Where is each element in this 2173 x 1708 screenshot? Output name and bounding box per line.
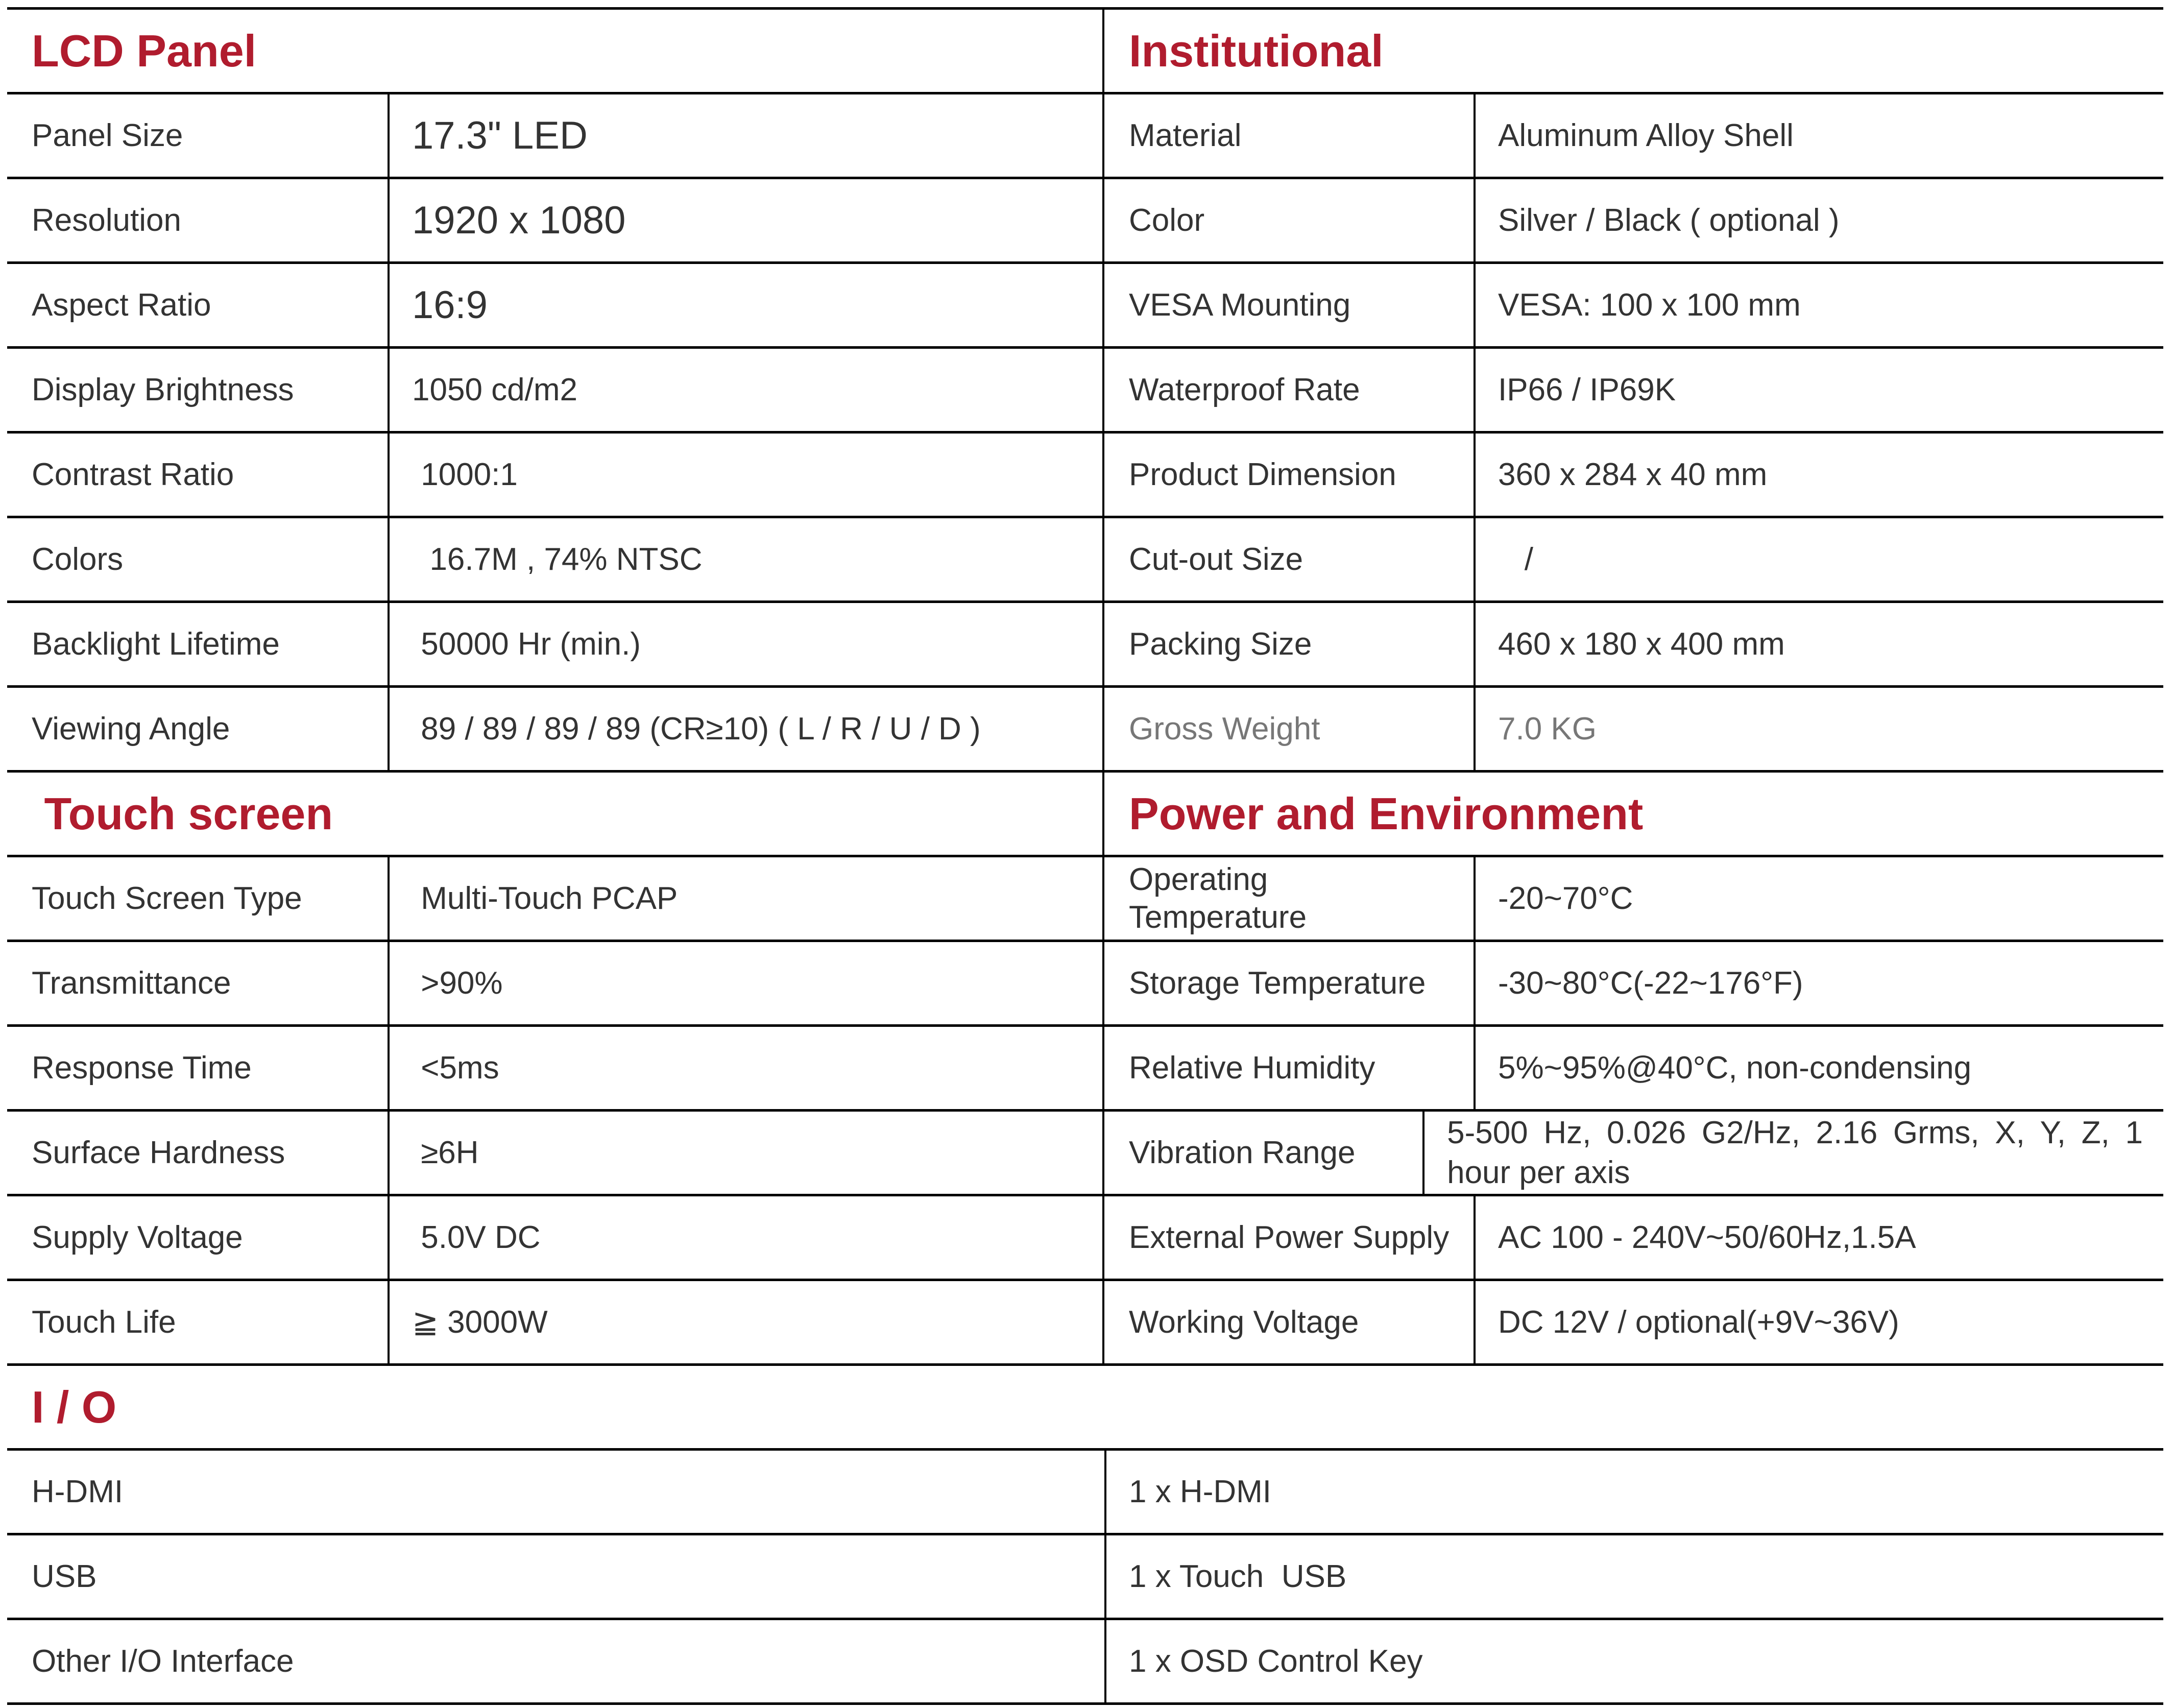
spec-label: Product Dimension [1104,434,1476,516]
spec-row [1104,264,2163,349]
spec-value: 7.0 KG [1498,711,1597,747]
block-lcd-institutional [7,10,2163,773]
spec-label: Other I/O Interface [7,1620,1106,1702]
section-title: LCD Panel [7,10,1102,94]
spec-row [7,1196,1102,1281]
spec-label: Display Brightness [7,349,390,431]
spec-row [7,518,1102,603]
spec-row [1104,94,2163,179]
spec-row [7,1027,1102,1112]
spec-value: DC 12V / optional(+9V~36V) [1498,1304,1899,1340]
spec-label: External Power Supply [1104,1196,1476,1279]
spec-label: Contrast Ratio [7,434,390,516]
section-title: Touch screen [7,773,1102,857]
section-title: Power and Environment [1104,773,2163,857]
spec-row [7,1281,1102,1366]
spec-row [1104,1112,2163,1196]
spec-label: Packing Size [1104,603,1476,685]
spec-value: 89 / 89 / 89 / 89 (CR≥10) ( L / R / U / D ) [412,711,981,747]
spec-value: ≥6H [412,1135,479,1170]
spec-label: Transmittance [7,942,390,1024]
spec-label: Color [1104,179,1476,261]
spec-label: Panel Size [7,94,390,177]
spec-label: Supply Voltage [7,1196,390,1279]
spec-row [7,94,1102,179]
spec-value: <5ms [412,1050,499,1086]
spec-value: 16:9 [412,283,488,327]
spec-value: -20~70°C [1498,880,1633,916]
spec-label: Touch Screen Type [7,857,390,940]
section-institutional [1104,10,2163,773]
spec-value: 1 x OSD Control Key [1129,1643,1423,1679]
spec-row [7,1112,1102,1196]
spec-label: USB [7,1535,1106,1618]
spec-value: 5.0V DC [412,1219,541,1255]
spec-value: 50000 Hr (min.) [412,626,641,662]
spec-value: 17.3" LED [412,113,588,157]
spec-row [1104,603,2163,688]
block-touch-power [7,773,2163,1366]
spec-label: Vibration Range [1104,1112,1424,1194]
spec-label: VESA Mounting [1104,264,1476,346]
spec-value: Multi-Touch PCAP [412,880,678,916]
spec-value: -30~80°C(-22~176°F) [1498,965,1803,1001]
spec-value: 460 x 180 x 400 mm [1498,626,1785,662]
spec-row [1104,688,2163,773]
section-title: Institutional [1104,10,2163,94]
spec-label: Backlight Lifetime [7,603,390,685]
spec-value: 1 x Touch USB [1129,1558,1347,1594]
spec-row [7,434,1102,518]
spec-row [7,179,1102,264]
section-touch-screen [7,773,1104,1366]
spec-row [1104,1196,2163,1281]
spec-row [7,264,1102,349]
spec-value: 5%~95%@40°C, non-condensing [1498,1050,1972,1086]
section-lcd-panel [7,10,1104,773]
spec-value: 360 x 284 x 40 mm [1498,456,1768,492]
spec-label: Gross Weight [1104,688,1476,770]
spec-row [7,1535,2163,1620]
spec-row [1104,434,2163,518]
spec-row [1104,349,2163,434]
spec-label: Waterproof Rate [1104,349,1476,431]
section-io [7,1366,2163,1705]
section-title: I / O [7,1366,2163,1451]
spec-value: ≧ 3000W [412,1304,548,1340]
spec-label: Viewing Angle [7,688,390,770]
spec-value: 16.7M , 74% NTSC [412,541,703,577]
spec-label: Resolution [7,179,390,261]
spec-label: H-DMI [7,1451,1106,1533]
spec-value: 5-500 Hz, 0.026 G2/Hz, 2.16 Grms, X, Y, Z, 1 hour per axis [1447,1115,2152,1190]
section-power-environment [1104,773,2163,1366]
spec-value: VESA: 100 x 100 mm [1498,287,1801,323]
spec-value: 1050 cd/m2 [412,372,577,407]
spec-label: Aspect Ratio [7,264,390,346]
spec-row [1104,857,2163,942]
spec-value: 1000:1 [412,456,518,492]
spec-label: Storage Temperature [1104,942,1476,1024]
spec-value: / [1498,541,1533,577]
spec-row [7,1451,2163,1535]
spec-label: Relative Humidity [1104,1027,1476,1109]
spec-row [1104,179,2163,264]
spec-row [1104,942,2163,1027]
spec-row [1104,518,2163,603]
spec-row [7,857,1102,942]
spec-row [1104,1027,2163,1112]
spec-row [7,942,1102,1027]
spec-value: Aluminum Alloy Shell [1498,117,1794,153]
spec-value: 1920 x 1080 [412,198,626,242]
spec-label: Material [1104,94,1476,177]
spec-row [7,603,1102,688]
spec-label: Working Voltage [1104,1281,1476,1363]
spec-value: Silver / Black ( optional ) [1498,202,1840,238]
spec-row [7,349,1102,434]
spec-label: Touch Life [7,1281,390,1363]
spec-label: Cut-out Size [1104,518,1476,600]
spec-value: 1 x H-DMI [1129,1474,1271,1509]
spec-label: Colors [7,518,390,600]
spec-label: Response Time [7,1027,390,1109]
spec-value: IP66 / IP69K [1498,372,1676,407]
spec-value: AC 100 - 240V~50/60Hz,1.5A [1498,1219,1916,1255]
spec-value: >90% [412,965,503,1001]
spec-label: Surface Hardness [7,1112,390,1194]
spec-row [7,688,1102,773]
spec-row [1104,1281,2163,1366]
spec-sheet [7,7,2163,1705]
spec-row [7,1620,2163,1705]
spec-label: Operating Temperature [1104,857,1476,940]
